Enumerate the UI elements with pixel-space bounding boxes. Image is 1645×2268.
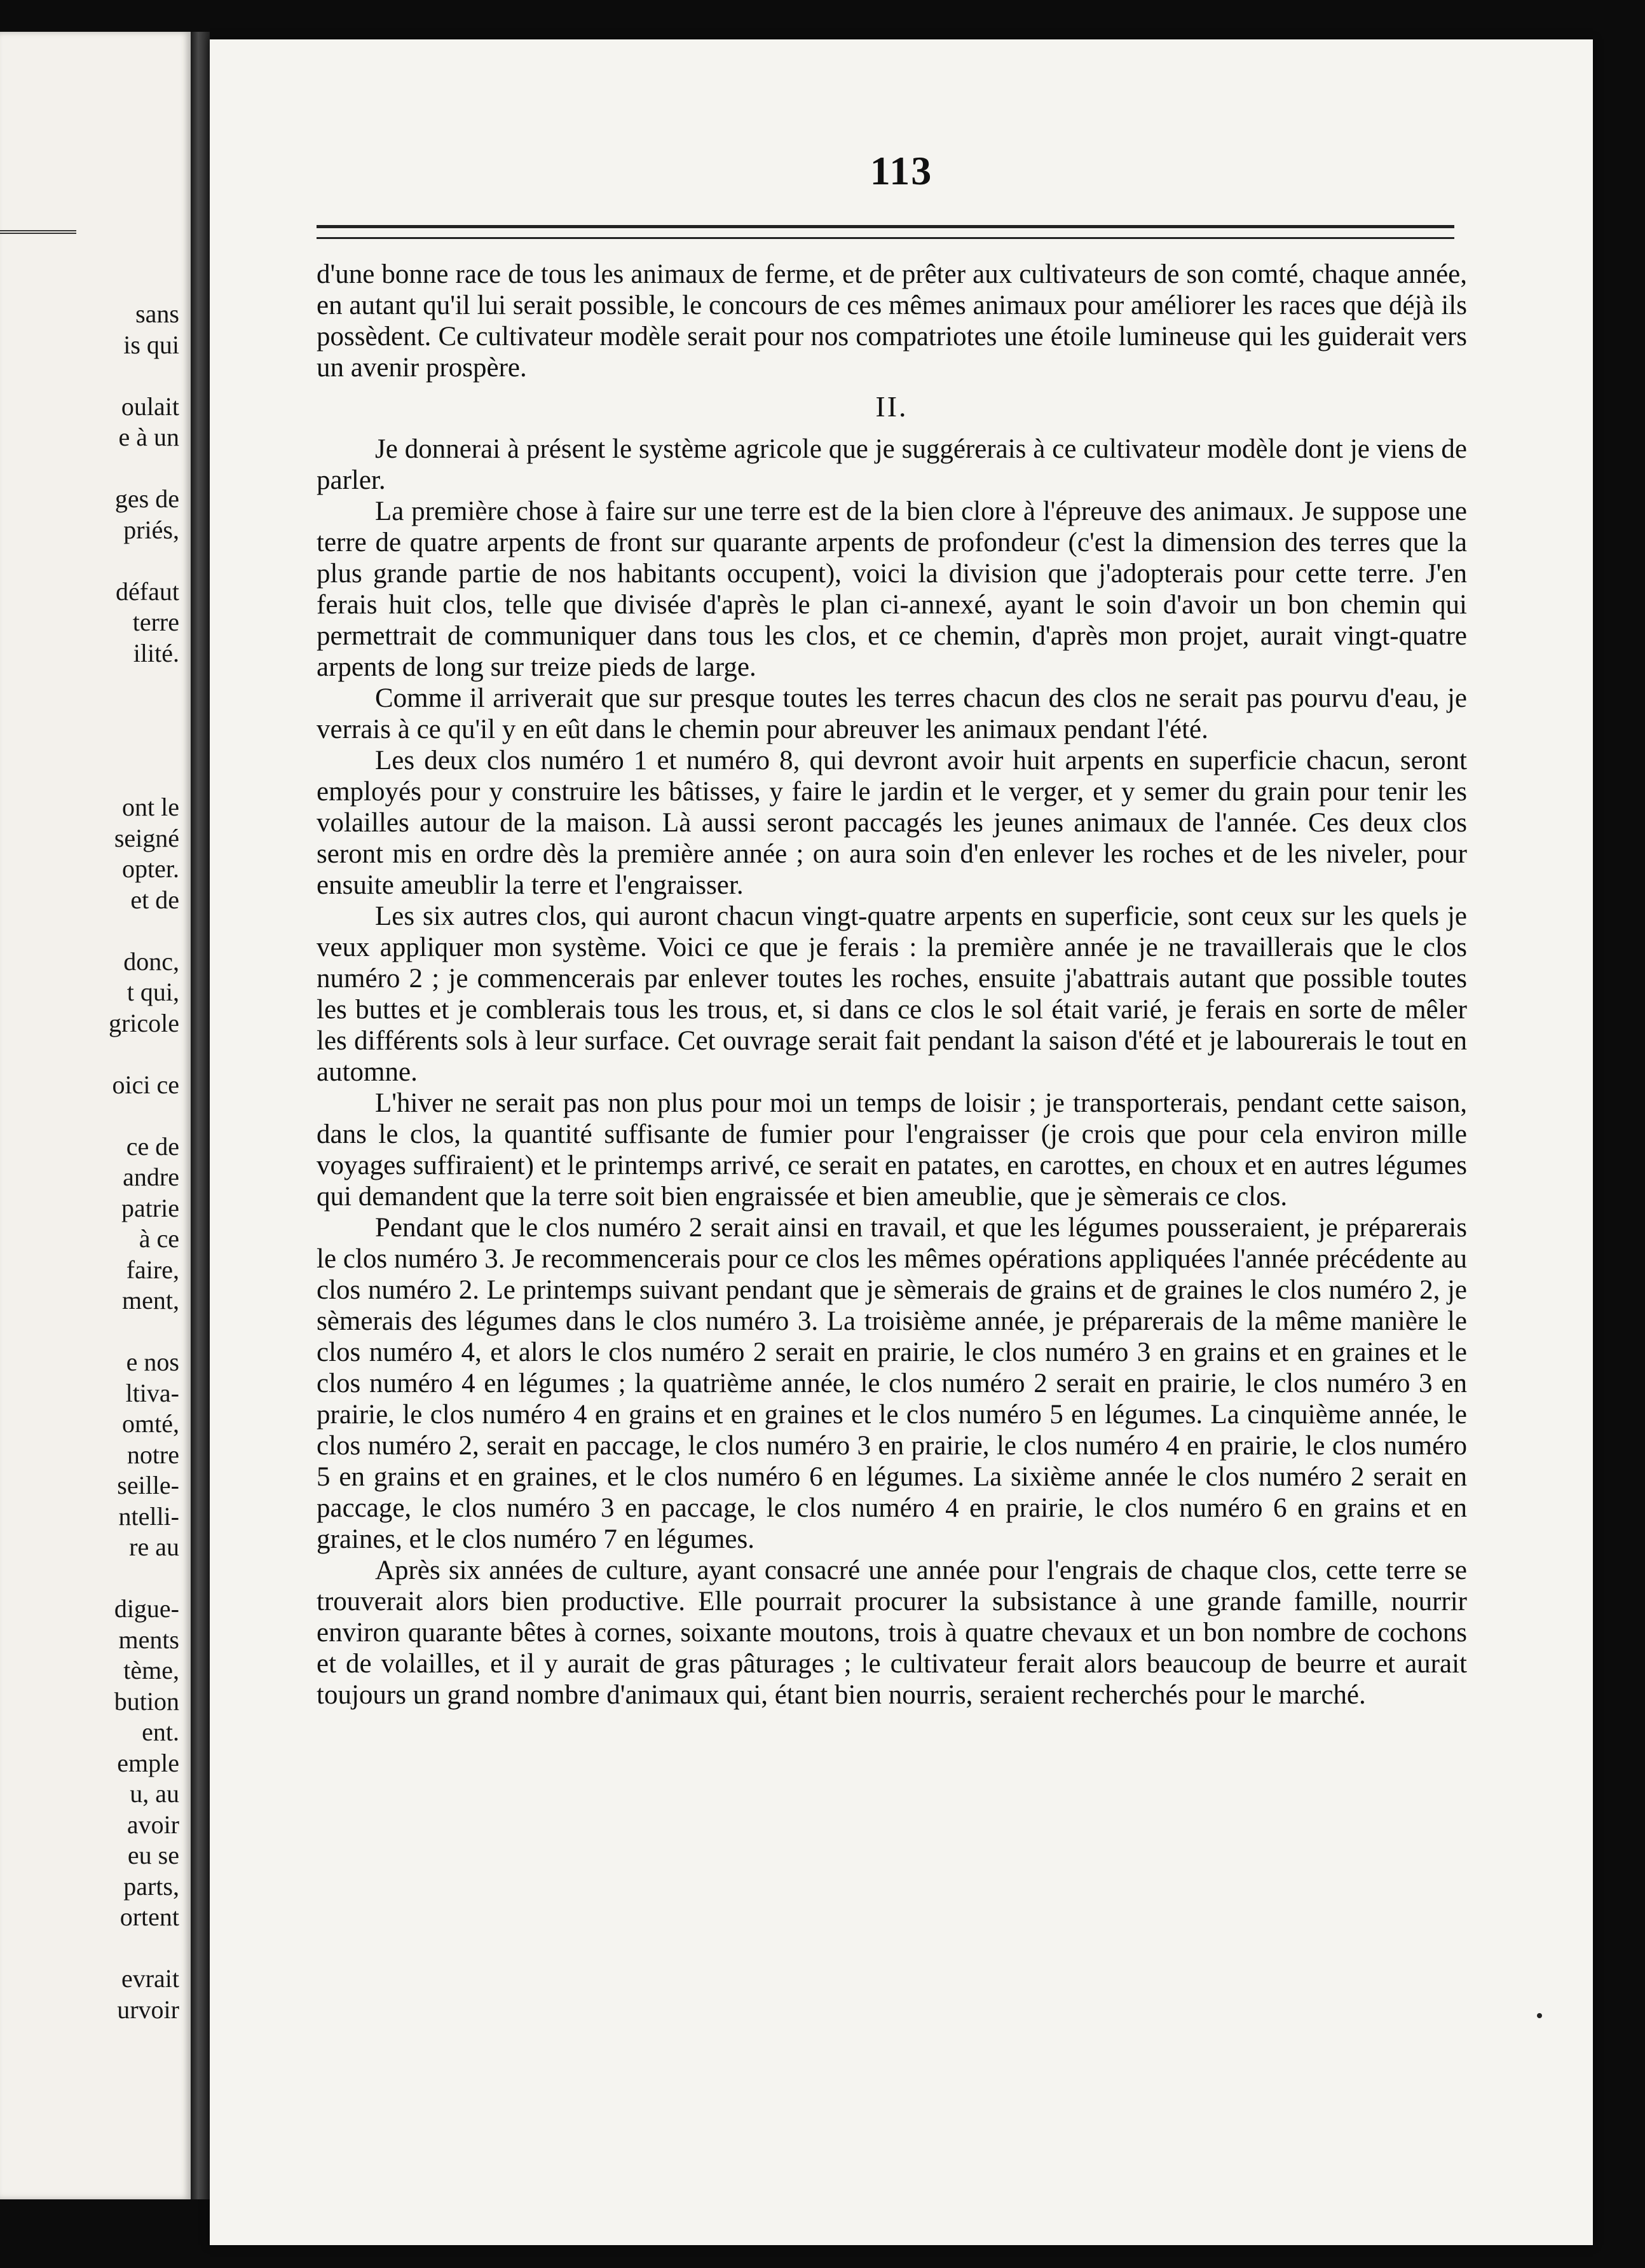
- left-page-line: e nos: [126, 1348, 179, 1376]
- left-page-line: [0, 360, 179, 392]
- left-page-line: défaut: [116, 577, 179, 606]
- left-page-line: notre: [126, 1440, 179, 1469]
- left-page-line: [0, 730, 179, 762]
- left-page-line: ce de: [126, 1131, 179, 1161]
- left-page-line: ges de: [114, 484, 179, 513]
- left-page-line: is qui: [123, 330, 179, 359]
- left-page-line: priés,: [123, 515, 179, 544]
- left-page-line: patrie: [121, 1193, 179, 1222]
- left-page-line: [0, 545, 179, 577]
- left-page-line: andre: [123, 1163, 179, 1191]
- left-page-line: ont le: [122, 793, 179, 821]
- left-page-line: ilité.: [133, 638, 179, 667]
- left-facing-page: [0, 32, 191, 2199]
- left-page-line: et de: [130, 885, 179, 914]
- left-page-line: digue-: [114, 1594, 179, 1623]
- ink-speck: [1537, 2013, 1542, 2018]
- left-page-line: urvoir: [117, 1995, 179, 2024]
- left-page-line: ortent: [119, 1903, 179, 1931]
- left-page-line: emple: [117, 1748, 179, 1777]
- paragraph: Comme il arriverait que sur presque toutes les terres chacun des clos ne serait pas pourvu d'eau, je verrais à ce qu'il y en eût dans le chemin pour abreuver les animaux pendant l'été.: [317, 683, 1467, 744]
- left-page-line: [0, 915, 179, 946]
- left-page-line: bution: [114, 1686, 179, 1716]
- left-page-line: à ce: [139, 1224, 179, 1253]
- left-page-line: parts,: [123, 1871, 179, 1901]
- left-page-line: ments: [118, 1625, 179, 1654]
- left-page-line: [0, 762, 179, 793]
- book-gutter: [191, 32, 210, 2199]
- left-page-line: tème,: [123, 1656, 179, 1684]
- left-page-line: evrait: [121, 1964, 179, 1993]
- paragraph-continuation: d'une bonne race de tous les animaux de ferme, et de prêter aux cultivateurs de son comté, chaque année, en autant qu'il lui serait possible, le concours de ces mêmes animaux pour améliorer les races que déjà ils possèdent. Ce cultivateur modèle serait pour nos compatriotes une étoile lumineuse qui les guiderait vers un avenir prospère.: [317, 259, 1467, 383]
- left-page-line: ment,: [122, 1286, 179, 1315]
- left-page-line: t qui,: [126, 978, 179, 1006]
- left-page-line: [0, 1100, 179, 1131]
- paragraph: Les six autres clos, qui auront chacun vingt-quatre arpents en superficie, sont ceux sur les quels je veux appliquer mon système. Voici ce que je ferais : la première année je ne travaillerais que le clos numéro 2 ; je commencerais par enlever toutes les roches, ensuite j'abattrais autant que possible toutes les buttes et je comblerais tous les trous, et, si dans ce clos le sol était varié, je ferais en sorte de mêler les différents sols à leur surface. Cet ouvrage serait fait pendant la saison d'été et je labourerais le tout en automne.: [317, 901, 1467, 1087]
- left-page-line: [0, 1563, 179, 1594]
- left-page-line: opter.: [122, 854, 179, 883]
- left-page-line: faire,: [126, 1255, 179, 1284]
- paragraph: Pendant que le clos numéro 2 serait ainsi en travail, et que les légumes pousseraient, je préparerais le clos numéro 3. Je recommencerais pour ce clos les mêmes opérations appliquées l'année précédente au clos numéro 2. Le printemps suivant pendant que je sèmerais de grains et de graines le clos numéro 2, je sèmerais des légumes dans le clos numéro 3. La troisième année, je préparerais de la même manière le clos numéro 4, et alors le clos numéro 2 serait en prairie, le clos numéro 3 en grains et en graines et le clos numéro 4 en légumes ; la quatrième année, le clos numéro 2 serait en prairie, le clos numéro 3 en prairie, le clos numéro 4 en grains et en graines et le clos numéro 5 en légumes. La cinquième année, le clos numéro 2, serait en paccage, le clos numéro 3 en prairie, le clos numéro 4 en prairie, le clos numéro 5 en grains et en graines, et le clos numéro 6 en légumes. La sixième année le clos numéro 2 serait en paccage, le clos numéro 3 en paccage, le clos numéro 4 en prairie, le clos numéro 6 en grains et en graines, et le clos numéro 7 en légumes.: [317, 1213, 1467, 1554]
- left-page-line: avoir: [126, 1810, 179, 1839]
- left-page-line: [0, 1316, 179, 1348]
- left-page-line: gricole: [108, 1008, 179, 1037]
- left-page-line: [0, 1933, 179, 1964]
- paragraph: L'hiver ne serait pas non plus pour moi un temps de loisir ; je transporterais, pendant cette saison, dans le clos, la quantité suffisante de fumier pour l'engraisser (je crois que pour cela environ mille voyages suffiraient) et le printemps arrivé, ce serait en patates, en carottes, en choux et en autres légumes qui demandent que la terre soit bien engraissée et bien ameublie, que je sèmerais ce clos.: [317, 1088, 1467, 1212]
- left-page-line: oici ce: [112, 1070, 179, 1099]
- left-page-line: e à un: [118, 423, 179, 451]
- left-page-line: sans: [135, 299, 179, 328]
- left-page-line: seigné: [114, 823, 179, 852]
- body-text: [317, 259, 1467, 1711]
- left-page-line: u, au: [130, 1779, 179, 1808]
- section-heading: II.: [875, 390, 908, 423]
- left-page-line: [0, 453, 179, 484]
- left-page-line: eu se: [127, 1841, 179, 1869]
- left-page-line: ntelli-: [118, 1501, 179, 1531]
- page-number: 113: [870, 148, 933, 193]
- left-page-line: terre: [132, 608, 179, 636]
- left-page-line: ltiva-: [125, 1378, 179, 1407]
- left-page-header-rule: [0, 230, 76, 243]
- left-page-line: [0, 669, 179, 700]
- paragraph: La première chose à faire sur une terre est de la bien clore à l'épreuve des animaux. Je suppose une terre de quatre arpents de front sur quarante arpents de profondeur (c'est la dimension des terres que la plus grande partie de nos habitants occupent), voici la division que j'adopterais pour cette terre. J'en ferais huit clos, telle que divisée d'après le plan ci-annexé, ayant le soin d'avoir un bon chemin qui permettrait de communiquer dans tous les clos, et ce chemin, d'après mon projet, aurait vingt-quatre arpents de long sur treize pieds de large.: [317, 496, 1467, 682]
- paragraph: Après six années de culture, ayant consacré une année pour l'engrais de chaque clos, cette terre se trouverait alors bien productive. Elle pourrait procurer la subsistance à une grande famille, nourrir environ quarante bêtes à cornes, soixante moutons, trois à quatre chevaux et un bon nombre de cochons et de volailles, et il y aurait de gras pâturages ; le cultivateur ferait alors beaucoup de beurre et aurait toujours un grand nombre d'animaux qui, étant bien nourris, seraient recherchés pour le marché.: [317, 1555, 1467, 1710]
- left-page-line: seille-: [117, 1471, 179, 1499]
- header-rule: [317, 225, 1454, 239]
- left-page-line: re au: [129, 1533, 179, 1561]
- left-page-line: omté,: [122, 1409, 179, 1438]
- left-page-line: [0, 1039, 179, 1070]
- left-page-line: [0, 700, 179, 731]
- paragraph: Je donnerai à présent le système agricole que je suggérerais à ce cultivateur modèle dont je viens de parler.: [317, 434, 1467, 495]
- paragraph: Les deux clos numéro 1 et numéro 8, qui devront avoir huit arpents en superficie chacun, seront employés pour y construire les bâtisses, y faire le jardin et le verger, et y semer du grain pour tenir les volailles autour de la maison. Là aussi seront paccagés les jeunes animaux de l'année. Ces deux clos seront mis en ordre dès la première année ; on aura soin d'en enlever les roches et de les niveler, pour ensuite ameublir la terre et l'engraisser.: [317, 746, 1467, 900]
- left-page-line: donc,: [123, 946, 179, 976]
- left-page-line: ent.: [142, 1718, 179, 1746]
- left-page-text: [0, 299, 179, 2025]
- left-page-line: oulait: [121, 392, 179, 421]
- main-page: [210, 39, 1593, 2245]
